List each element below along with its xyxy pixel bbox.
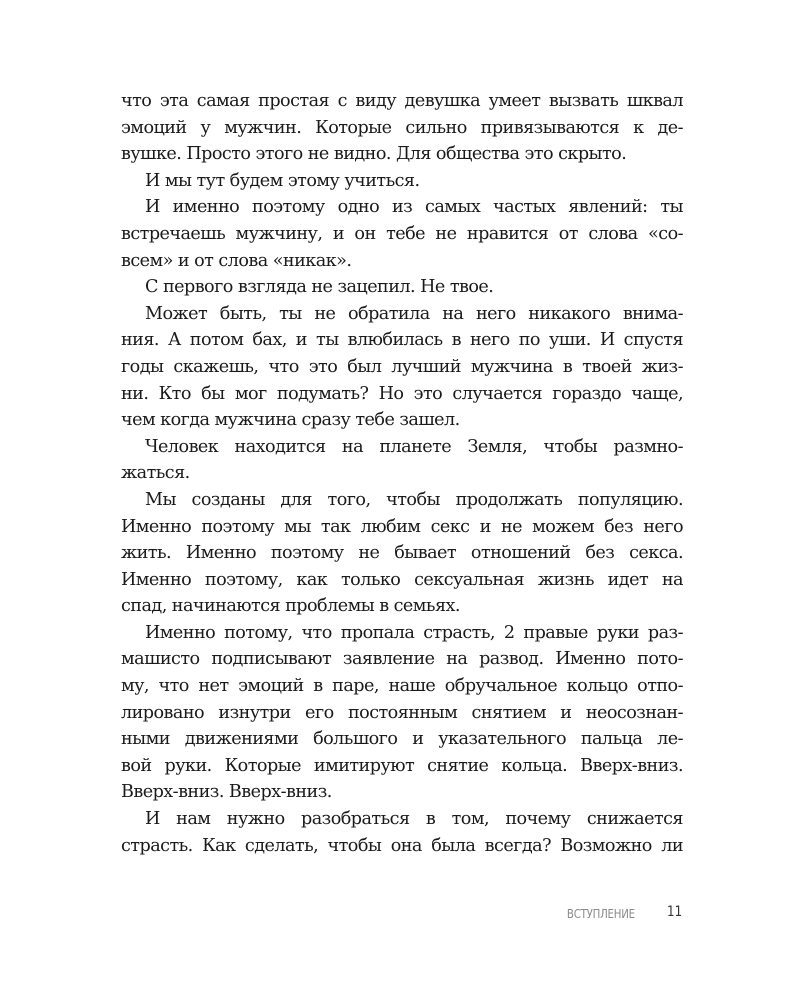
text-line: Человек находится на планете Земля, чтобы размно- <box>145 436 683 457</box>
text-line: Вверх-вниз. Вверх-вниз. <box>121 782 332 803</box>
page-number: 11 <box>667 904 683 920</box>
text-line: чем когда мужчина сразу тебе зашел. <box>121 410 460 431</box>
text-line: всем» и от слова «никак». <box>121 250 352 271</box>
text-line: жаться. <box>121 463 190 484</box>
text-line: спад, начинаются проблемы в семьях. <box>121 596 460 617</box>
page-footer <box>0 904 800 928</box>
text-line: С первого взгляда не зацепил. Не твое. <box>145 277 494 298</box>
text-line: лировано изнутри его постоянным снятием и неосознан- <box>121 702 683 723</box>
body-text <box>121 88 683 859</box>
text-line: Может быть, ты не обратила на него никакого внима- <box>145 303 683 324</box>
text-line: жить. Именно поэтому не бывает отношений без секса. <box>121 543 683 564</box>
text-line: И именно поэтому одно из самых частых явлений: ты <box>145 197 683 218</box>
text-line: Именно потому, что пропала страсть, 2 правые руки раз- <box>145 622 683 643</box>
text-line: И мы тут будем этому учиться. <box>145 170 420 191</box>
text-line: ными движениями большого и указательного пальца ле- <box>121 729 683 750</box>
text-line: вушке. Просто этого не видно. Для общества это скрыто. <box>121 144 627 165</box>
text-line: вой руки. Которые имитируют снятие кольца. Вверх-вниз. <box>121 755 683 776</box>
text-line: страсть. Как сделать, чтобы она была всегда? Возможно ли <box>121 835 683 856</box>
text-line: Именно поэтому, как только сексуальная жизнь идет на <box>121 569 683 590</box>
running-head: ВСТУПЛЕНИЕ <box>567 906 635 921</box>
text-line: встречаешь мужчину, и он тебе не нравится от слова «со- <box>121 223 683 244</box>
text-line: машисто подписывают заявление на развод. Именно пото- <box>121 649 683 670</box>
text-line: эмоций у мужчин. Которые сильно привязываются к де- <box>121 117 683 138</box>
text-line: му, что нет эмоций в паре, наше обручальное кольцо отпо- <box>121 676 683 697</box>
text-line: Именно поэтому мы так любим секс и не можем без него <box>121 516 683 537</box>
text-line: Мы созданы для того, чтобы продолжать популяцию. <box>145 489 683 510</box>
text-line: И нам нужно разобраться в том, почему снижается <box>145 809 683 830</box>
text-line: что эта самая простая с виду девушка умеет вызвать шквал <box>121 91 683 111</box>
text-line: годы скажешь, что это был лучший мужчина в твоей жиз- <box>121 356 683 377</box>
text-line: ния. А потом бах, и ты влюбилась в него по уши. И спустя <box>121 330 683 351</box>
text-line: ни. Кто бы мог подумать? Но это случается гораздо чаще, <box>121 383 683 404</box>
